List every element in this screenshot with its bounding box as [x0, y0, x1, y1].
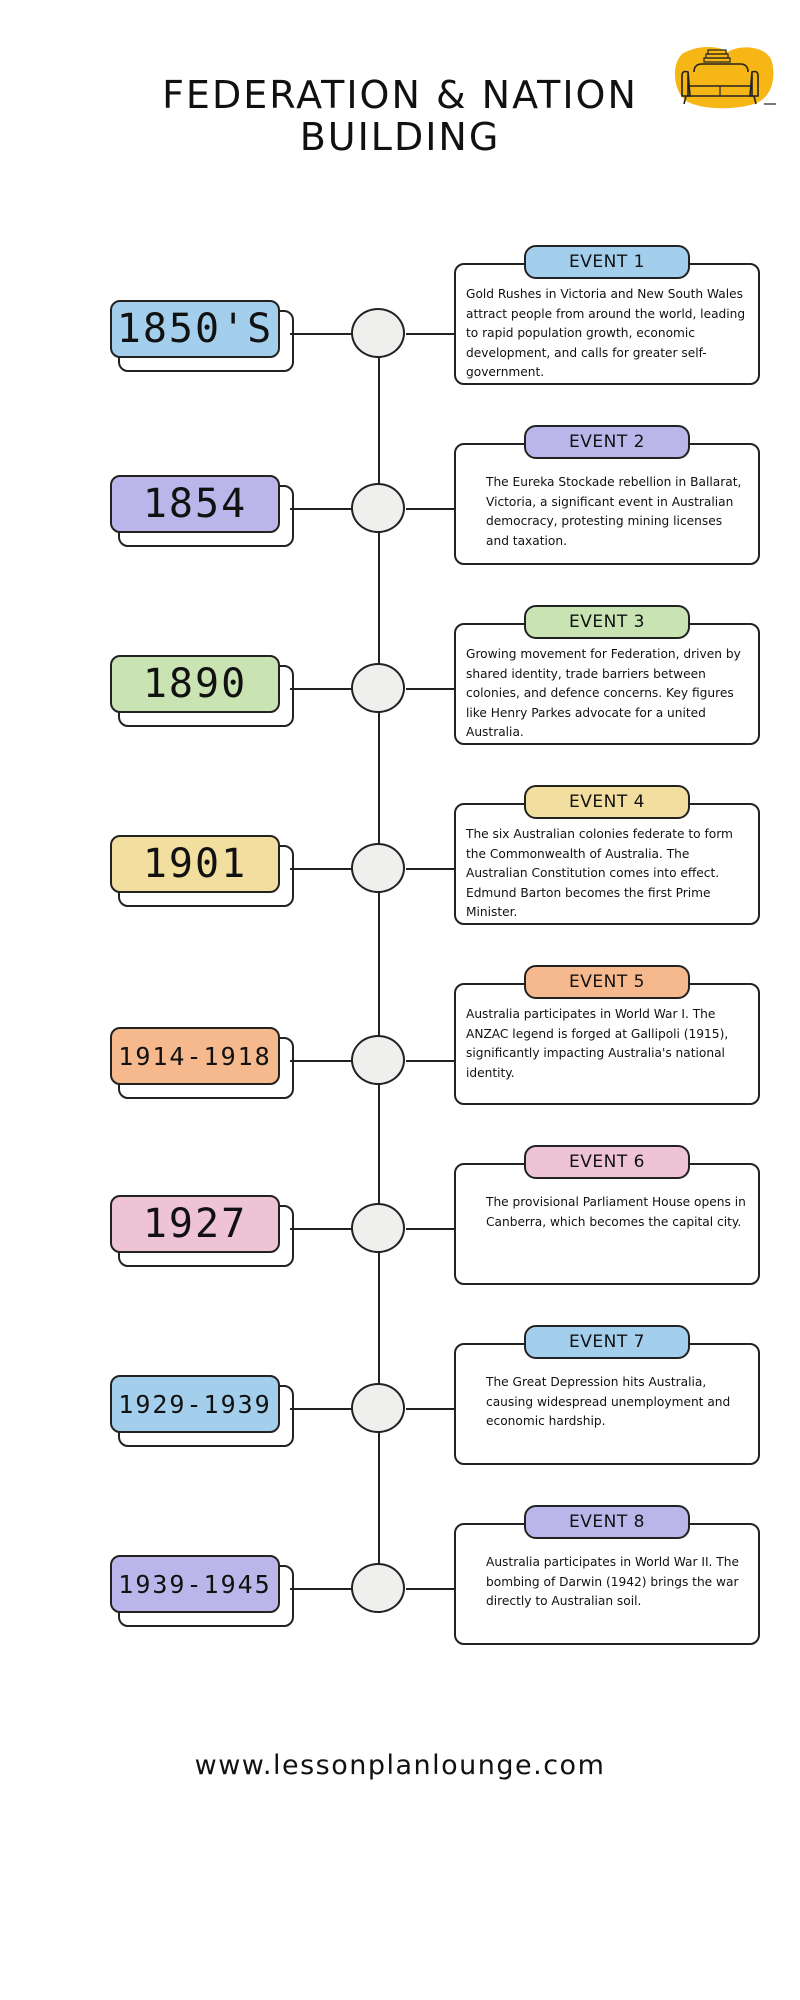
timeline-event-7: [0, 1332, 800, 1495]
timeline-event-1: [0, 252, 800, 415]
connector-line: [406, 688, 454, 690]
event-label: EVENT 2: [524, 425, 690, 459]
page-title-line-2: BUILDING: [299, 115, 501, 159]
event-label: EVENT 6: [524, 1145, 690, 1179]
year-badge: 1914-1918: [110, 1027, 280, 1085]
event-label: EVENT 5: [524, 965, 690, 999]
connector-line: [290, 868, 352, 870]
timeline-event-8: [0, 1512, 800, 1675]
timeline-event-3: [0, 612, 800, 775]
event-label: EVENT 1: [524, 245, 690, 279]
event-description: Growing movement for Federation, driven by shared identity, trade barriers between colonies, and defence concerns. Key figures like Henry Parkes advocate for a united Australia.: [454, 623, 760, 745]
timeline-event-5: [0, 972, 800, 1135]
timeline-node: [351, 1203, 405, 1253]
event-label: EVENT 8: [524, 1505, 690, 1539]
sofa-with-books-icon: [668, 44, 778, 116]
page-title-line-1: FEDERATION & NATION: [162, 73, 638, 117]
website-url: www.lessonplanlounge.com: [194, 1750, 606, 1781]
event-description: The provisional Parliament House opens in Canberra, which becomes the capital city.: [454, 1163, 760, 1285]
timeline-node: [351, 1563, 405, 1613]
connector-line: [406, 1228, 454, 1230]
year-badge: 1929-1939: [110, 1375, 280, 1433]
event-description: Australia participates in World War II. The bombing of Darwin (1942) brings the war directly to Australian soil.: [454, 1523, 760, 1645]
connector-line: [406, 868, 454, 870]
event-description: The six Australian colonies federate to form the Commonwealth of Australia. The Australian Constitution comes into effect. Edmund Barton becomes the first Prime Minister.: [454, 803, 760, 925]
event-label: EVENT 4: [524, 785, 690, 819]
year-badge: 1854: [110, 475, 280, 533]
timeline-event-6: [0, 1152, 800, 1315]
timeline-node: [351, 663, 405, 713]
timeline-node: [351, 843, 405, 893]
year-badge: 1850'S: [110, 300, 280, 358]
connector-line: [290, 1060, 352, 1062]
event-description: The Great Depression hits Australia, causing widespread unemployment and economic hardship.: [454, 1343, 760, 1465]
connector-line: [406, 1408, 454, 1410]
timeline-node: [351, 1383, 405, 1433]
year-badge: 1890: [110, 655, 280, 713]
connector-line: [290, 1228, 352, 1230]
connector-line: [290, 1588, 352, 1590]
page-title: [100, 74, 700, 158]
timeline-node: [351, 1035, 405, 1085]
connector-line: [406, 1060, 454, 1062]
year-badge: 1939-1945: [110, 1555, 280, 1613]
connector-line: [290, 688, 352, 690]
connector-line: [290, 508, 352, 510]
connector-line: [406, 1588, 454, 1590]
event-description: Gold Rushes in Victoria and New South Wales attract people from around the world, leading to rapid population growth, economic development, and calls for greater self-government.: [454, 263, 760, 385]
event-description: Australia participates in World War I. The ANZAC legend is forged at Gallipoli (1915), significantly impacting Australia's national identity.: [454, 983, 760, 1105]
connector-line: [406, 508, 454, 510]
event-label: EVENT 3: [524, 605, 690, 639]
timeline-node: [351, 308, 405, 358]
timeline-node: [351, 483, 405, 533]
connector-line: [290, 1408, 352, 1410]
timeline-event-4: [0, 792, 800, 955]
connector-line: [290, 333, 352, 335]
year-badge: 1901: [110, 835, 280, 893]
event-label: EVENT 7: [524, 1325, 690, 1359]
connector-line: [406, 333, 454, 335]
timeline-event-2: [0, 432, 800, 595]
event-description: The Eureka Stockade rebellion in Ballarat, Victoria, a significant event in Australian democracy, protesting mining licenses and taxation.: [454, 443, 760, 565]
year-badge: 1927: [110, 1195, 280, 1253]
